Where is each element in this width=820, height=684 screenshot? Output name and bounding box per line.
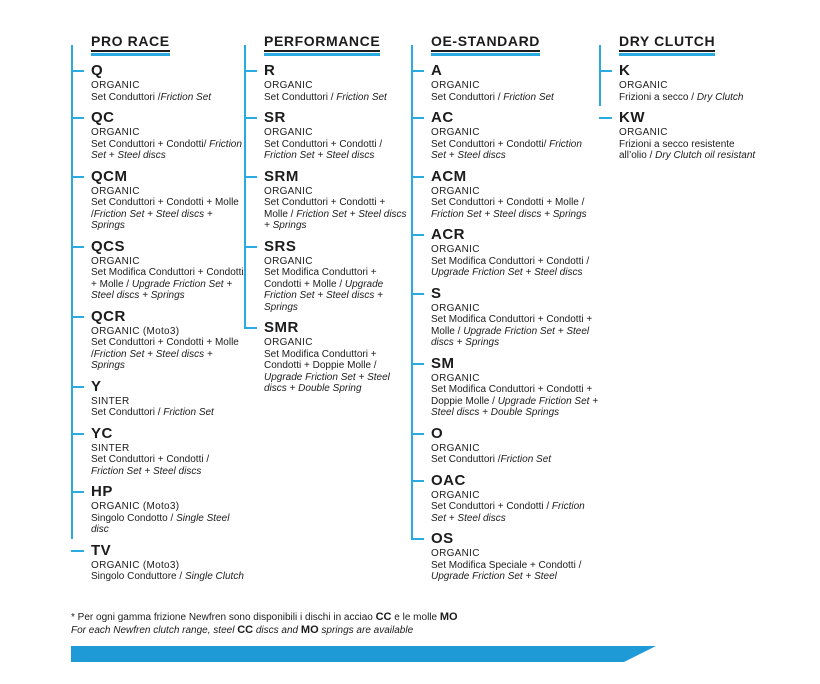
column-title bbox=[264, 33, 380, 56]
product-item-oac bbox=[431, 473, 599, 525]
product-item-s bbox=[431, 286, 599, 349]
product-item-srm bbox=[264, 169, 411, 232]
product-material: ORGANIC bbox=[431, 372, 480, 384]
description-english: Upgrade Friction Set + Steel bbox=[431, 571, 557, 582]
bottom-stripe bbox=[71, 646, 656, 662]
product-material: ORGANIC bbox=[91, 127, 140, 138]
description-italian: Frizioni a secco resistente all’olio / bbox=[619, 138, 735, 161]
product-description bbox=[619, 92, 759, 104]
description-english: Friction Set + Steel discs bbox=[431, 501, 585, 524]
product-item-kw bbox=[619, 110, 759, 162]
column-title bbox=[431, 33, 540, 56]
product-item-os bbox=[431, 531, 599, 583]
product-item-yc bbox=[91, 426, 244, 478]
column-items bbox=[244, 63, 411, 395]
column-connector-line bbox=[244, 45, 246, 328]
column-connector-line bbox=[71, 45, 73, 539]
product-description bbox=[91, 407, 244, 419]
description-english: Upgrade Friction Set + Steel discs + Springs bbox=[264, 278, 384, 313]
product-code: R bbox=[264, 62, 276, 79]
description-italian: Set Modifica Conduttori + Condotti + Molle / bbox=[264, 267, 377, 290]
description-italian: Set Conduttori + Condotti / bbox=[431, 501, 552, 512]
product-material: ORGANIC bbox=[431, 244, 480, 255]
description-italian: Set Conduttori / bbox=[264, 91, 337, 103]
product-material: ORGANIC bbox=[431, 80, 480, 91]
column-items bbox=[71, 63, 244, 583]
product-code: O bbox=[431, 424, 444, 442]
product-item-smr bbox=[264, 320, 411, 395]
product-material: ORGANIC bbox=[264, 337, 313, 348]
description-english: Friction Set bbox=[503, 91, 554, 103]
product-code: SRS bbox=[264, 237, 297, 255]
description-italian: Frizioni a secco / bbox=[619, 91, 697, 103]
description-italian: Set Modifica Speciale + Condotti / bbox=[431, 559, 582, 571]
product-code: SMR bbox=[264, 319, 299, 336]
product-item-hp bbox=[91, 484, 244, 536]
product-description bbox=[264, 267, 411, 313]
description-english: Friction Set + Steel discs bbox=[264, 150, 375, 161]
product-item-a bbox=[431, 63, 599, 103]
product-code: TV bbox=[91, 541, 112, 559]
footnote-line-italian bbox=[71, 611, 671, 624]
column-items bbox=[599, 63, 759, 162]
column-connector-line bbox=[599, 45, 601, 106]
product-material: ORGANIC (Moto3) bbox=[91, 501, 180, 512]
product-material: ORGANIC bbox=[619, 127, 668, 138]
product-description bbox=[91, 513, 244, 536]
product-material: ORGANIC bbox=[431, 127, 480, 138]
description-italian: Set Conduttori + Condotti/ bbox=[431, 138, 550, 150]
description-italian: Set Conduttori / bbox=[91, 407, 164, 418]
product-item-srs bbox=[264, 239, 411, 314]
description-english: Upgrade Friction Set + Steel discs + Double Springs bbox=[431, 395, 599, 418]
product-item-ac bbox=[431, 110, 599, 162]
product-description bbox=[264, 197, 411, 232]
description-english: Friction Set bbox=[500, 454, 552, 465]
product-item-r bbox=[264, 63, 411, 103]
description-english: Friction Set + Steel discs + Springs bbox=[264, 208, 407, 231]
product-material: ORGANIC bbox=[431, 442, 480, 454]
description-english: Friction Set bbox=[163, 407, 214, 418]
product-material: ORGANIC bbox=[619, 80, 668, 91]
footnote-text: * Per ogni gamma frizione Newfren sono disponibili i dischi in acciao bbox=[71, 612, 376, 623]
product-code: A bbox=[431, 62, 443, 79]
product-material: ORGANIC bbox=[91, 185, 140, 197]
product-code: QCS bbox=[91, 237, 126, 255]
product-description bbox=[91, 571, 244, 583]
description-english: Friction Set + Steel discs + Springs bbox=[91, 208, 213, 231]
column-title-text: OE-STANDARD bbox=[431, 33, 540, 52]
product-material: ORGANIC bbox=[91, 80, 140, 91]
product-description bbox=[431, 314, 599, 349]
description-italian: Singolo Condotto / bbox=[91, 512, 177, 524]
product-item-sr bbox=[264, 110, 411, 162]
description-italian: Set Conduttori / bbox=[91, 91, 161, 103]
footnote-code-ref: MO bbox=[300, 624, 319, 636]
column-oe-standard bbox=[411, 33, 599, 583]
product-item-tv bbox=[91, 543, 244, 583]
description-italian: Set Conduttori + Condotti + Molle / bbox=[431, 197, 585, 208]
product-code: OS bbox=[431, 530, 454, 547]
product-code: SRM bbox=[264, 167, 299, 185]
product-item-q bbox=[91, 63, 244, 103]
description-italian: Set Modifica Conduttori + Condotti + Molle / bbox=[91, 267, 244, 290]
footnote-text: e le molle bbox=[391, 612, 440, 623]
product-item-k bbox=[619, 63, 759, 103]
product-code: SR bbox=[264, 109, 286, 126]
product-description bbox=[431, 560, 599, 583]
product-material: ORGANIC (Moto3) bbox=[91, 559, 180, 571]
product-code: Q bbox=[91, 62, 104, 79]
product-code: QC bbox=[91, 109, 115, 126]
product-item-sm bbox=[431, 356, 599, 419]
footnote bbox=[71, 611, 671, 637]
description-english: Upgrade Friction Set + Steel discs bbox=[431, 267, 583, 278]
description-italian: Set Modifica Conduttori + Condotti + Doppie Molle / bbox=[264, 348, 377, 371]
product-description bbox=[91, 197, 244, 232]
product-description bbox=[91, 267, 244, 302]
product-item-qcs bbox=[91, 239, 244, 302]
description-italian: Set Modifica Conduttori + Condotti + Doppie Molle / bbox=[431, 384, 593, 407]
product-material: ORGANIC bbox=[264, 185, 313, 197]
product-code: QCR bbox=[91, 307, 126, 325]
column-dry-clutch bbox=[599, 33, 759, 162]
description-italian: Set Conduttori + Condotti/ bbox=[91, 138, 210, 150]
description-english: Dry Clutch bbox=[696, 91, 744, 103]
product-description bbox=[91, 337, 244, 372]
description-italian: Set Modifica Conduttori + Condotti / bbox=[431, 255, 590, 267]
description-italian: Set Conduttori + Condotti / bbox=[91, 454, 210, 465]
product-code: S bbox=[431, 284, 442, 302]
product-code: SM bbox=[431, 354, 455, 372]
product-code: ACM bbox=[431, 167, 467, 185]
description-italian: Set Conduttori + Condotti + Molle / bbox=[91, 337, 239, 360]
product-material: ORGANIC bbox=[431, 185, 480, 197]
product-description bbox=[619, 139, 759, 162]
description-italian: Set Modifica Conduttori + Condotti + Molle / bbox=[431, 314, 593, 337]
product-description bbox=[431, 92, 599, 104]
column-title-text: DRY CLUTCH bbox=[619, 33, 715, 52]
product-item-qcm bbox=[91, 169, 244, 232]
column-pro-race bbox=[71, 33, 244, 583]
description-english: Friction Set + Steel discs bbox=[91, 465, 202, 477]
description-english: Friction Set bbox=[336, 91, 387, 103]
description-english: Friction Set bbox=[160, 91, 212, 103]
product-code: YC bbox=[91, 424, 113, 442]
description-italian: Set Conduttori + Condotti / bbox=[264, 138, 383, 150]
footnote-line-english bbox=[71, 624, 671, 637]
product-item-qc bbox=[91, 110, 244, 162]
column-title-text: PERFORMANCE bbox=[264, 33, 380, 52]
footnote-code-ref: CC bbox=[237, 624, 254, 636]
footnote-text: springs are available bbox=[318, 625, 414, 636]
description-english: Upgrade Friction Set + Steel discs + Springs bbox=[91, 278, 233, 301]
column-performance bbox=[244, 33, 411, 395]
product-description bbox=[431, 197, 599, 220]
product-code: K bbox=[619, 62, 631, 79]
description-italian: Set Conduttori / bbox=[431, 91, 504, 103]
description-english: Upgrade Friction Set + Steel discs + Double Spring bbox=[264, 371, 390, 394]
columns bbox=[71, 33, 820, 603]
footnote-code-ref: CC bbox=[375, 611, 392, 623]
product-code: Y bbox=[91, 377, 102, 395]
footnote-code-ref: MO bbox=[439, 611, 458, 623]
product-material: ORGANIC bbox=[431, 548, 480, 559]
product-description bbox=[91, 454, 244, 477]
product-code: KW bbox=[619, 109, 645, 126]
product-material: ORGANIC bbox=[264, 80, 313, 91]
column-title-text: PRO RACE bbox=[91, 33, 170, 52]
product-description bbox=[264, 139, 411, 162]
product-material: ORGANIC bbox=[91, 255, 140, 267]
product-description bbox=[264, 92, 411, 104]
product-code: OAC bbox=[431, 471, 466, 489]
description-english: Friction Set + Steel discs bbox=[91, 138, 242, 161]
product-code: ACR bbox=[431, 226, 465, 243]
description-english: Single Clutch bbox=[184, 571, 244, 582]
product-item-acm bbox=[431, 169, 599, 221]
column-items bbox=[411, 63, 599, 583]
description-english: Upgrade Friction Set + Steel discs + Springs bbox=[431, 325, 590, 348]
description-italian: Singolo Conduttore / bbox=[91, 571, 185, 582]
description-italian: Set Conduttori / bbox=[431, 454, 501, 465]
product-material: SINTER bbox=[91, 395, 130, 407]
product-code: QCM bbox=[91, 167, 128, 185]
product-description bbox=[431, 384, 599, 419]
product-item-acr bbox=[431, 227, 599, 279]
footnote-text: For each Newfren clutch range, steel bbox=[71, 625, 238, 636]
product-material: ORGANIC bbox=[431, 489, 480, 501]
description-english: Friction Set + Steel discs bbox=[431, 138, 582, 161]
product-item-y bbox=[91, 379, 244, 419]
product-code: AC bbox=[431, 109, 454, 126]
product-description bbox=[431, 256, 599, 279]
product-item-qcr bbox=[91, 309, 244, 372]
product-description bbox=[431, 501, 599, 524]
footnote-text: discs and bbox=[253, 625, 301, 636]
product-material: ORGANIC bbox=[264, 255, 313, 267]
description-english: Friction Set + Steel discs + Springs bbox=[91, 348, 213, 371]
product-item-o bbox=[431, 426, 599, 466]
product-code: HP bbox=[91, 483, 113, 500]
description-italian: Set Conduttori + Condotti + Molle / bbox=[264, 197, 386, 220]
description-english: Friction Set + Steel discs + Springs bbox=[431, 208, 587, 220]
description-italian: Set Conduttori + Condotti + Molle / bbox=[91, 197, 239, 220]
product-material: ORGANIC (Moto3) bbox=[91, 325, 180, 337]
product-description bbox=[91, 139, 244, 162]
product-description bbox=[91, 92, 244, 104]
product-description bbox=[431, 454, 599, 466]
product-description bbox=[264, 349, 411, 395]
description-english: Dry Clutch oil resistant bbox=[655, 150, 756, 161]
product-material: ORGANIC bbox=[264, 127, 313, 138]
column-title bbox=[619, 33, 715, 56]
product-material: SINTER bbox=[91, 442, 130, 454]
product-description bbox=[431, 139, 599, 162]
description-english: Single Steel disc bbox=[91, 512, 230, 535]
product-material: ORGANIC bbox=[431, 302, 480, 314]
column-title bbox=[91, 33, 170, 56]
